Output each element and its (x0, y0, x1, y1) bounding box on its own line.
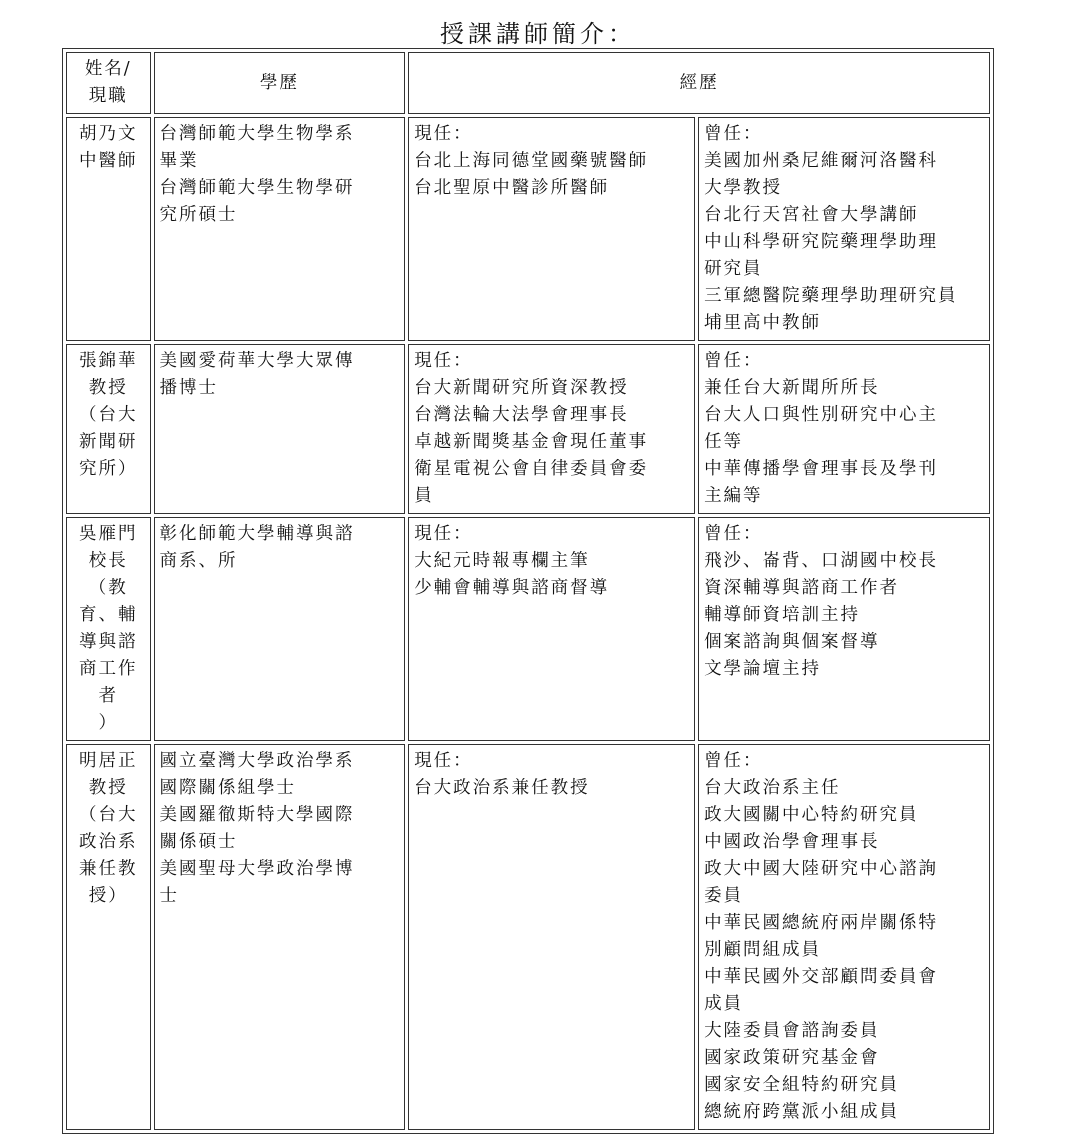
table-header-row (66, 52, 990, 114)
table-row (66, 517, 990, 741)
text-line: 政治系 (79, 832, 138, 852)
text-line: 政大中國大陸研究中心諮詢 (704, 859, 939, 879)
text-line: 員 (414, 486, 434, 506)
text-line: 中醫師 (79, 151, 138, 171)
text-line: 美國聖母大學政治學博 (159, 859, 355, 879)
text-line: 台大新聞研究所資深教授 (414, 378, 629, 398)
past-experience-cell (698, 117, 990, 341)
text-line: 現任： (414, 751, 473, 771)
text-line: 胡乃文 (79, 124, 138, 144)
text-line: 卓越新聞獎基金會現任董事 (414, 432, 649, 452)
text-line: 任等 (704, 432, 744, 452)
text-line: 台北上海同德堂國藥號醫師 (414, 151, 649, 171)
past-experience-cell (698, 517, 990, 741)
table-row (66, 744, 990, 1130)
text-line: 美國加州桑尼維爾河洛醫科 (704, 151, 939, 171)
text-line: 台灣法輪大法學會理事長 (414, 405, 629, 425)
text-line: 教授 (88, 378, 128, 398)
text-line: 教授 (88, 778, 128, 798)
text-line: 中華民國外交部顧問委員會 (704, 967, 939, 987)
education-cell (154, 517, 406, 741)
text-line: 曾任： (704, 751, 763, 771)
text-line: 曾任： (704, 124, 763, 144)
text-line: （台大 (79, 805, 138, 825)
text-line: 國家政策研究基金會 (704, 1048, 880, 1068)
text-line: 張錦華 (79, 351, 138, 371)
text-line: 授） (88, 886, 128, 906)
text-line: 台北行天宮社會大學講師 (704, 205, 919, 225)
text-line: 校長 (88, 551, 128, 571)
text-line: 成員 (704, 994, 744, 1014)
text-line: 研究員 (704, 259, 763, 279)
text-line: 飛沙、崙背、口湖國中校長 (704, 551, 939, 571)
text-line: 究所碩士 (159, 205, 238, 225)
text-line: 少輔會輔導與諮商督導 (414, 578, 610, 598)
text-line: 國立臺灣大學政治學系 (159, 751, 355, 771)
text-line: 商系、所 (159, 551, 238, 571)
text-line: 士 (159, 886, 180, 906)
current-position-cell (408, 517, 695, 741)
text-line: 美國愛荷華大學大眾傳 (159, 351, 355, 371)
text-line: 吳雁門 (79, 524, 138, 544)
instructor-name-cell (66, 117, 151, 341)
text-line: 主編等 (704, 486, 763, 506)
text-line: 中國政治學會理事長 (704, 832, 880, 852)
text-line: （教 (88, 578, 128, 598)
text-line: 台大政治系兼任教授 (414, 778, 590, 798)
text-line: 別顧問組成員 (704, 940, 822, 960)
text-line: 商工作 (79, 659, 138, 679)
current-position-cell (408, 744, 695, 1130)
education-cell (154, 344, 406, 514)
text-line: 育、輔 (79, 605, 138, 625)
text-line: 中華傳播學會理事長及學刊 (704, 459, 939, 479)
text-line: 現任： (414, 524, 473, 544)
text-line: 中山科學研究院藥理學助理 (704, 232, 939, 252)
text-line: 文學論壇主持 (704, 659, 822, 679)
text-line: 曾任： (704, 524, 763, 544)
text-line: 總統府跨黨派小組成員 (704, 1102, 900, 1122)
education-cell (154, 744, 406, 1130)
text-line: 大學教授 (704, 178, 783, 198)
text-line: 播博士 (159, 378, 219, 398)
text-line: 輔導師資培訓主持 (704, 605, 861, 625)
instructor-name-cell (66, 517, 151, 741)
text-line: 台北聖原中醫診所醫師 (414, 178, 610, 198)
text-line: ） (98, 713, 119, 733)
text-line: 導與諮 (79, 632, 138, 652)
current-position-cell (408, 344, 695, 514)
text-line: 美國羅徹斯特大學國際 (159, 805, 355, 825)
text-line: 現任： (414, 351, 473, 371)
instructor-name-cell (66, 344, 151, 514)
text-line: 個案諮詢與個案督導 (704, 632, 880, 652)
text-line: 台灣師範大學生物學系 (159, 124, 355, 144)
text-line: 兼任台大新聞所所長 (704, 378, 880, 398)
text-line: 新聞研 (79, 432, 138, 452)
text-line: 埔里高中教師 (704, 313, 822, 333)
instructor-name-cell (66, 744, 151, 1130)
text-line: 關係碩士 (159, 832, 238, 852)
header-education: 學歷 (154, 52, 406, 114)
text-line: 究所） (79, 459, 138, 479)
text-line: 彰化師範大學輔導與諮 (159, 524, 355, 544)
text-line: 大陸委員會諮詢委員 (704, 1021, 880, 1041)
text-line: 台大政治系主任 (704, 778, 841, 798)
text-line: 中華民國總統府兩岸關係特 (704, 913, 939, 933)
table-row (66, 117, 990, 341)
text-line: 大紀元時報專欄主筆 (414, 551, 590, 571)
text-line: 現任： (414, 124, 473, 144)
text-line: 國家安全組特約研究員 (704, 1075, 900, 1095)
table-row (66, 344, 990, 514)
header-name-title: 姓名/ 現職 (66, 52, 151, 114)
text-line: 畢業 (159, 151, 199, 171)
text-line: 曾任： (704, 351, 763, 371)
text-line: 政大國關中心特約研究員 (704, 805, 919, 825)
text-line: 三軍總醫院藥理學助理研究員 (704, 286, 958, 306)
text-line: 者 (98, 686, 119, 706)
education-cell (154, 117, 406, 341)
text-line: 台大人口與性別研究中心主 (704, 405, 939, 425)
text-line: 明居正 (79, 751, 138, 771)
text-line: 委員 (704, 886, 744, 906)
current-position-cell (408, 117, 695, 341)
past-experience-cell (698, 744, 990, 1130)
text-line: （台大 (79, 405, 138, 425)
text-line: 衛星電視公會自律委員會委 (414, 459, 649, 479)
page-title: 授課講師簡介： (440, 20, 636, 48)
instructor-table (62, 48, 994, 1134)
text-line: 國際關係組學士 (159, 778, 297, 798)
past-experience-cell (698, 344, 990, 514)
text-line: 兼任教 (79, 859, 138, 879)
header-experience: 經歷 (408, 52, 990, 114)
text-line: 資深輔導與諮商工作者 (704, 578, 900, 598)
text-line: 台灣師範大學生物學研 (159, 178, 355, 198)
